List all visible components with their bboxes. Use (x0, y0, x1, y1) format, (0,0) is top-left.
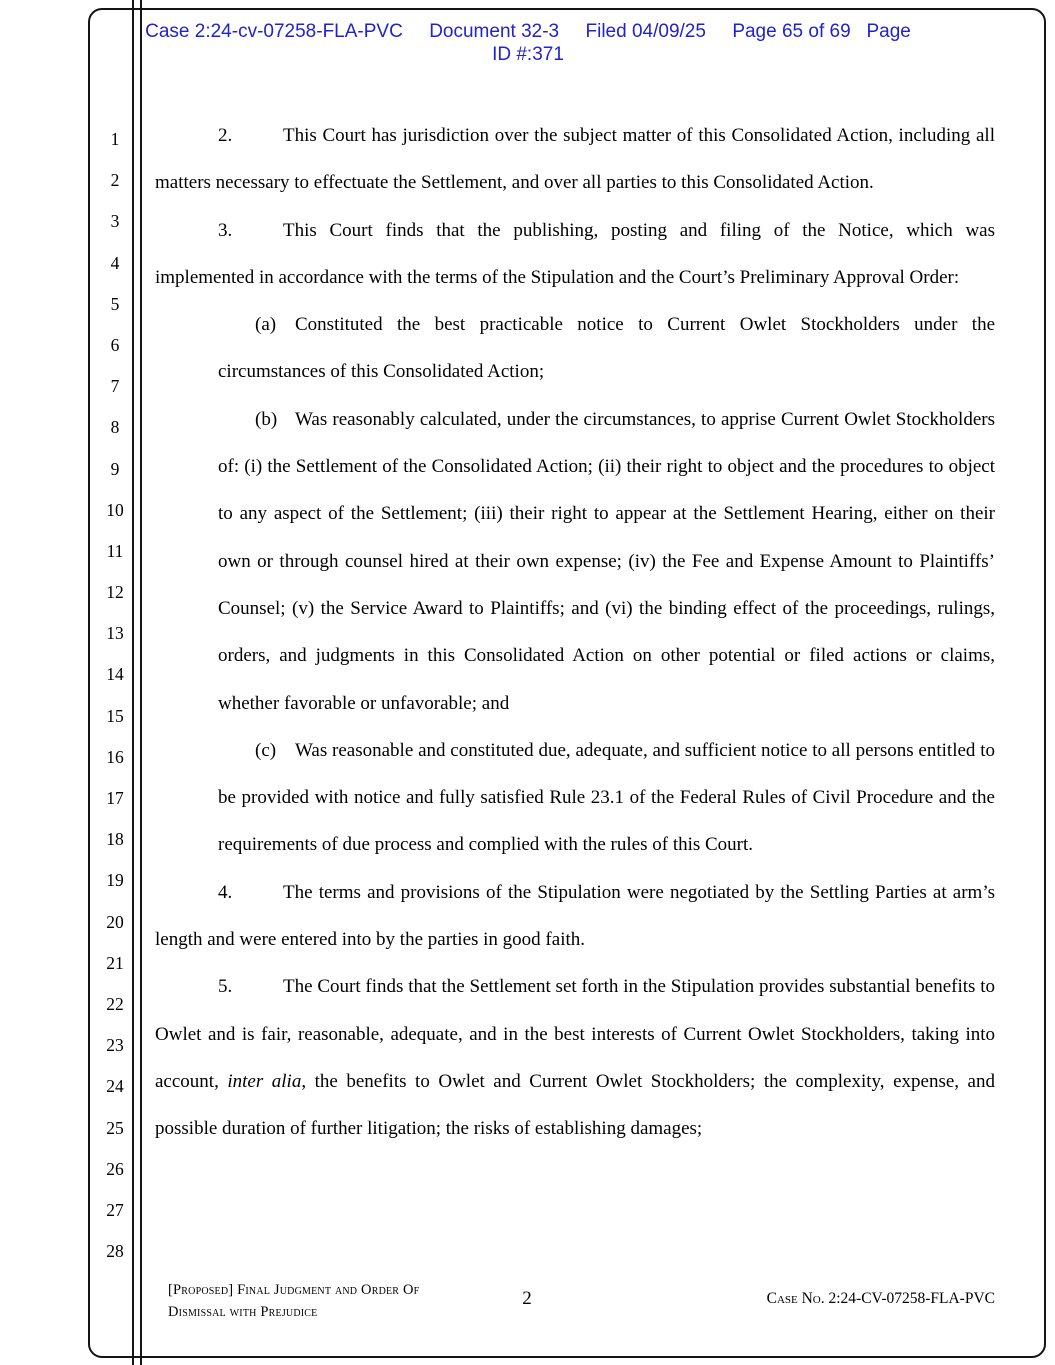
line-number: 21 (106, 952, 124, 973)
line-number: 9 (110, 458, 120, 479)
line-number: 25 (106, 1117, 124, 1138)
paragraph-3-number: 3. (218, 219, 233, 241)
line-number: 7 (110, 376, 120, 397)
line-number: 18 (106, 829, 124, 850)
paragraph-5-text-before-italic: The Court finds that the Settlement set forth in the Stipulation provides substantial benefits to Owlet and is fair, reasonable, adequate, and in the best interests of Current Owlet Stockholders, taking into account, (155, 976, 995, 1092)
subparagraph-c-text: Was reasonable and constituted due, adequate, and sufficient notice to all persons entitled to be provided with notice and fully satisfied Rule 23.1 of the Federal Rules of Civil Procedure and the requirements of due process and complied with the rules of this Court. (218, 739, 995, 856)
line-number: 1 (110, 129, 120, 149)
paragraph-4-text: The terms and provisions of the Stipulation were negotiated by the Settling Parties at arm’s length and were entered into by the parties in good faith. (155, 881, 995, 951)
line-number: 8 (110, 417, 120, 438)
line-number: 5 (110, 293, 120, 314)
subparagraph-b (218, 396, 995, 727)
subparagraph-a-label: (a) (255, 314, 277, 336)
footer-document-title (168, 1279, 419, 1323)
page-number: 2 (522, 1288, 532, 1309)
line-number: 12 (106, 582, 124, 603)
line-number: 16 (106, 746, 124, 767)
subparagraph-b-text: Was reasonably calculated, under the circumstances, to apprise Current Owlet Stockholders of: (i) the Settlement of the Consolidated Action; (ii) their right to object and the procedures to object to any aspect of the Settlement; (iii) their right to appear at the Settlement Hearing, either on their own or through counsel hired at their own expense; (iv) the Fee and Expense Amount to Plaintiffs’ Counsel; (v) the Service Award to Plaintiffs; and (vi) the binding effect of the proceedings, rulings, orders, and judgments in this Consolidated Action on other potential or filed actions or claims, whether favorable or unfavorable; and (218, 408, 995, 714)
paragraph-3 (155, 207, 995, 302)
line-number: 6 (110, 334, 120, 355)
paragraph-4 (155, 869, 995, 964)
footer-case-number: Case No. 2:24-CV-07258-FLA-PVC (766, 1290, 995, 1307)
paragraph-4-number: 4. (218, 881, 233, 903)
line-number: 15 (106, 705, 124, 726)
line-number: 10 (106, 499, 124, 520)
stamp-line-1: Case 2:24-cv-07258-FLA-PVC Document 32-3 Filed 04/09/25 Page 65 of 69 Page (145, 21, 911, 42)
line-number: 14 (106, 664, 124, 685)
document-body (155, 112, 995, 1153)
line-number: 24 (106, 1076, 124, 1097)
line-number: 19 (106, 870, 124, 891)
line-number: 23 (106, 1035, 124, 1056)
line-number-column (97, 119, 133, 1272)
line-number: 17 (106, 788, 124, 808)
subparagraph-a-text: Constituted the best practicable notice to Current Owlet Stockholders under the circumstances of this Consolidated Action; (218, 314, 995, 383)
paragraph-3-text: This Court finds that the publishing, posting and filing of the Notice, which was implemented in accordance with the terms of the Stipulation and the Court’s Preliminary Approval Order: (155, 219, 995, 288)
paragraph-5 (155, 963, 995, 1152)
ecf-header-stamp (98, 20, 958, 66)
footer-title-line-2: Dismissal with Prejudice (168, 1304, 318, 1320)
paragraph-2-number: 2. (218, 125, 233, 146)
paragraph-5-text-after-italic: , the benefits to Owlet and Current Owlet Stockholders; the complexity, expense, and possible duration of further litigation; the risks of establishing damages; (155, 1070, 995, 1140)
subparagraph-c-label: (c) (255, 739, 277, 761)
line-number: 4 (110, 252, 120, 273)
paragraph-5-italic-phrase: inter alia (227, 1070, 302, 1092)
footer-title-line-1: [Proposed] Final Judgment and Order Of (168, 1282, 420, 1298)
subparagraph-a (218, 301, 995, 396)
line-number: 3 (110, 211, 120, 232)
stamp-line-2: ID #:371 (492, 44, 564, 65)
line-number: 20 (106, 911, 124, 932)
line-number: 2 (110, 170, 120, 191)
line-number: 22 (106, 993, 124, 1014)
line-number: 27 (106, 1199, 124, 1220)
line-number: 13 (106, 623, 124, 644)
subparagraph-c (218, 727, 995, 869)
paragraph-2-text: This Court has jurisdiction over the subject matter of this Consolidated Action, including all matters necessary to effectuate the Settlement, and over all parties to this Consolidated Action. (155, 125, 995, 194)
line-number: 11 (106, 540, 124, 561)
subparagraph-b-label: (b) (255, 408, 278, 430)
line-number: 28 (106, 1241, 124, 1262)
paragraph-5-number: 5. (218, 976, 233, 998)
pleading-rule-right (140, 0, 142, 1365)
paragraph-2 (155, 112, 995, 207)
line-number: 26 (106, 1158, 124, 1179)
